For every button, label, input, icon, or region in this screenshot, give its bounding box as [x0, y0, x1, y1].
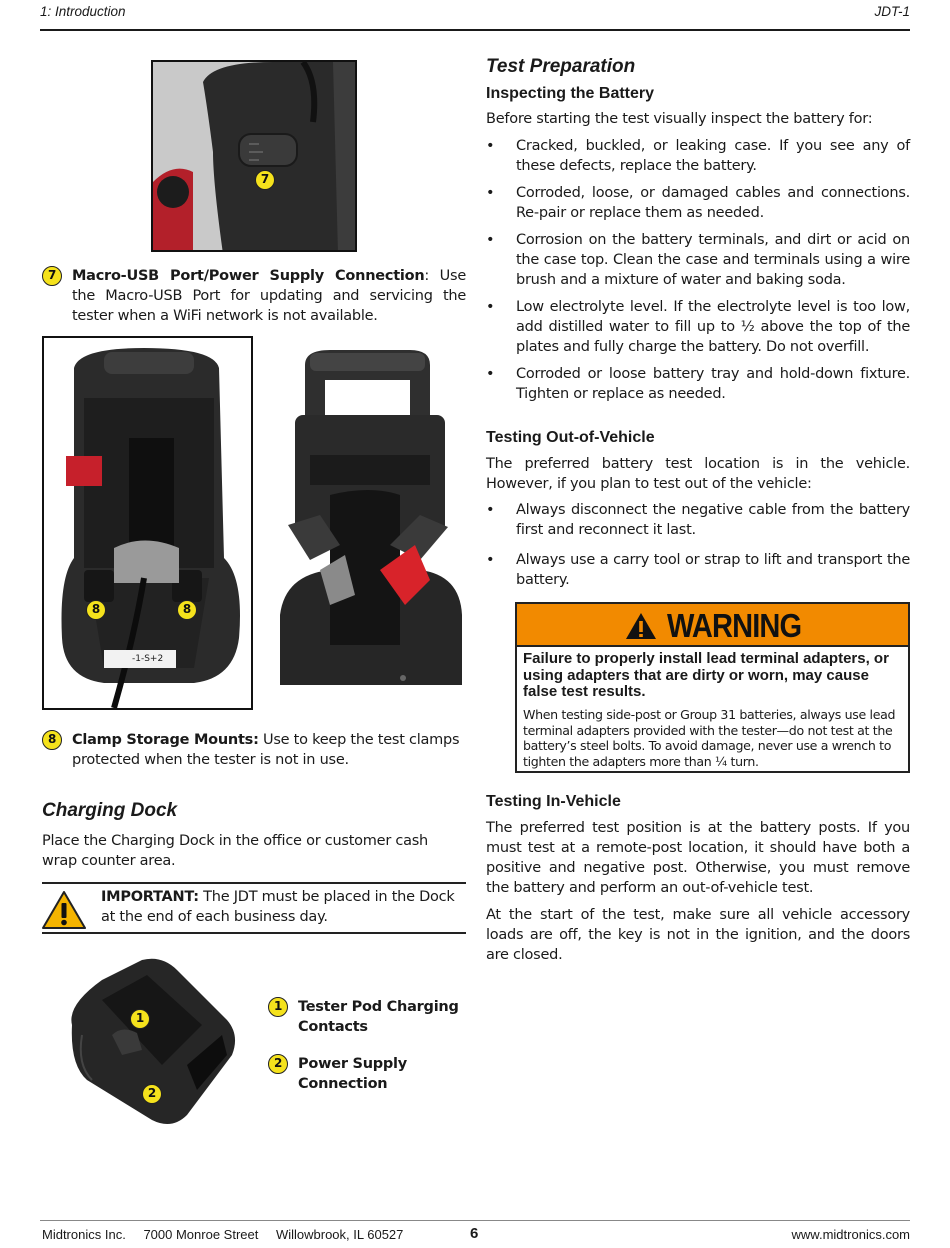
clamp-storage-title: Clamp Storage Mounts:: [72, 732, 259, 748]
out-of-vehicle-heading: Testing Out-of-Vehicle: [486, 429, 655, 446]
dock-item-2-badge: 2: [268, 1054, 288, 1074]
macro-usb-text: : Use the Macro-USB Port for updating and servicing the tester when a WiFi network is not available.: [72, 268, 466, 324]
list-item: • Low electrolyte level. If the electrolyte level is too low, add distilled water to fill up to ½ above the top of the plates and fully charge the battery. Do not overfill.: [486, 299, 910, 355]
warning-header: [517, 604, 908, 647]
warning-title: WARNING: [667, 607, 802, 644]
list-item: • Cracked, buckled, or leaking case. If you see any of these defects, replace the battery.: [486, 138, 910, 174]
dock-item-1-badge: 1: [268, 997, 288, 1017]
list-item: • Corroded, loose, or damaged cables and connections. Re-pair or replace them as needed.: [486, 185, 910, 221]
page-footer: [40, 1220, 910, 1246]
footer-company: Midtronics Inc.: [42, 1227, 126, 1242]
important-text: The JDT must be placed in the Dock at the end of each business day.: [101, 889, 455, 925]
important-note: [42, 882, 466, 934]
page-header: [40, 4, 910, 31]
callout-8-left: 8: [86, 600, 106, 620]
list-item: • Corrosion on the battery terminals, and dirt or acid on the case top. Clean the case and terminals using a wire brush and a mixture of water and baking soda.: [486, 232, 910, 288]
dock-item-1-label: Tester Pod Charging Contacts: [298, 999, 459, 1035]
callout-8-right: 8: [177, 600, 197, 620]
tester-back-photo: [42, 336, 253, 710]
dock-callout-2: 2: [142, 1084, 162, 1104]
warning-icon: [625, 612, 657, 640]
in-vehicle-para-2: At the start of the test, make sure all vehicle accessory loads are off, the key is not in the ignition, and the doors are closed.: [486, 907, 910, 963]
charging-dock-photo: [62, 955, 242, 1130]
charging-dock-heading: Charging Dock: [42, 800, 178, 821]
header-doc-id: JDT-1: [874, 4, 910, 19]
footer-street: 7000 Monroe Street: [143, 1227, 259, 1242]
out-of-vehicle-list: [486, 500, 910, 597]
important-label: IMPORTANT:: [101, 889, 199, 905]
inspection-list: [486, 136, 910, 411]
device-label: -1-S+2: [132, 654, 164, 664]
header-chapter: 1: Introduction: [40, 4, 126, 19]
clamp-storage-text: Use to keep the test clamps protected when the tester is not in use.: [72, 732, 460, 768]
out-of-vehicle-intro: The preferred battery test location is in the vehicle. However, if you plan to test out of the vehicle:: [486, 456, 910, 492]
inspecting-intro: Before starting the test visually inspect the battery for:: [486, 111, 873, 127]
footer-city: Willowbrook, IL 60527: [275, 1227, 404, 1242]
in-vehicle-heading: Testing In-Vehicle: [486, 793, 621, 810]
warning-bold-text: Failure to properly install lead terminal adapters, or using adapters that are dirty or worn, may cause false test results.: [523, 650, 889, 700]
list-item: • Corroded or loose battery tray and hold-down fixture. Tighten or replace as needed.: [486, 366, 910, 402]
page-number: 6: [470, 1225, 479, 1242]
dock-item-2-label: Power Supply Connection: [298, 1056, 407, 1092]
tester-side-photo: [151, 60, 357, 252]
warning-box: [515, 602, 910, 773]
footer-website: www.midtronics.com: [791, 1227, 910, 1242]
dock-callout-1: 1: [130, 1009, 150, 1029]
inspecting-heading: Inspecting the Battery: [486, 85, 655, 102]
callout-7-badge: 7: [42, 266, 62, 286]
in-vehicle-para-1: The preferred test position is at the battery posts. If you must test at a remote-post location, it should have both a positive and negative post. Otherwise, you must remove the battery and perform an out-of-vehicle test.: [486, 820, 910, 896]
list-item: • Always disconnect the negative cable from the battery first and reconnect it last.: [486, 502, 910, 538]
callout-8-badge: 8: [42, 730, 62, 750]
caution-icon: [42, 890, 86, 930]
tester-with-clamps-photo: [270, 345, 468, 703]
macro-usb-title: Macro-USB Port/Power Supply Connection: [72, 268, 425, 284]
warning-body-text: When testing side-post or Group 31 batteries, always use lead terminal adapters provided with the tester—do not test at the battery’s steel bolts. To avoid damage, never use a wrench to tighten the adapters more than ¼ turn.: [523, 707, 896, 769]
callout-7: 7: [255, 170, 275, 190]
test-preparation-heading: Test Preparation: [486, 56, 636, 77]
list-item: • Always use a carry tool or strap to lift and transport the battery.: [486, 552, 910, 588]
charging-dock-text: Place the Charging Dock in the office or customer cash wrap counter area.: [42, 833, 429, 869]
